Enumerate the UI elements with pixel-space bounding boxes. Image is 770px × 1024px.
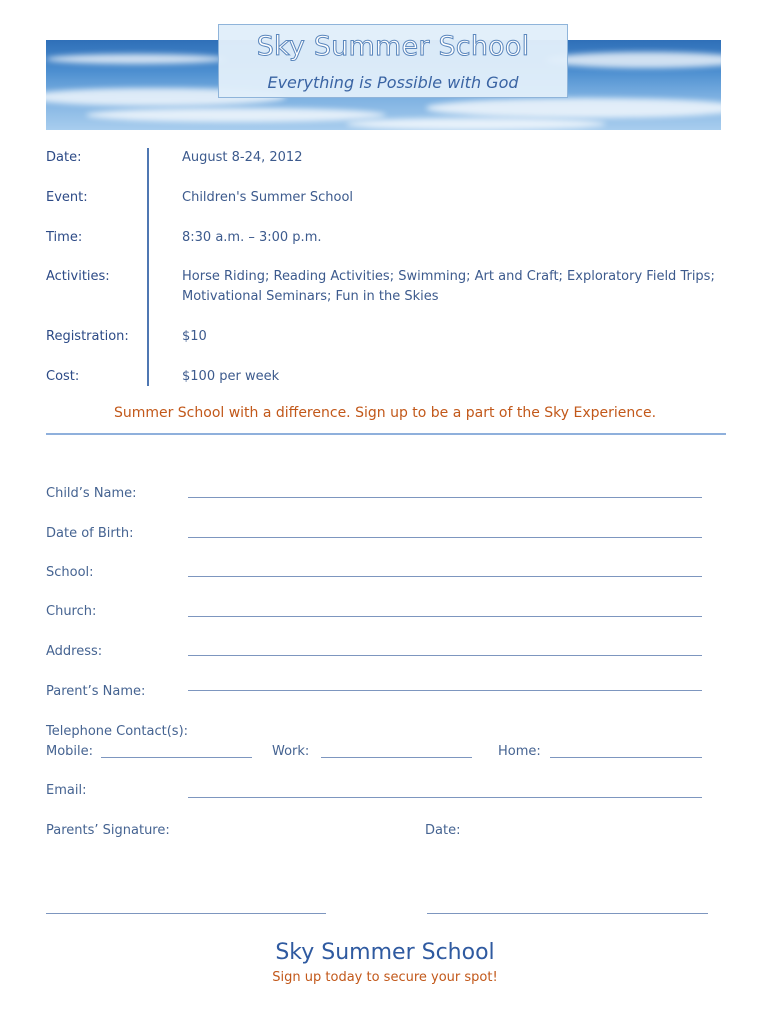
info-label-registration: Registration: xyxy=(46,329,129,344)
info-label-event: Event: xyxy=(46,190,88,205)
cloud-decoration xyxy=(546,52,721,68)
mobile-field[interactable] xyxy=(101,757,252,758)
info-value-event: Children's Summer School xyxy=(182,190,354,205)
church-field[interactable] xyxy=(188,616,702,617)
dob-field[interactable] xyxy=(188,537,702,538)
signature-field[interactable] xyxy=(46,913,326,914)
work-label: Work: xyxy=(272,744,310,759)
address-field[interactable] xyxy=(188,655,702,656)
info-value-activities-line2: Motivational Seminars; Fun in the Skies xyxy=(182,289,439,304)
email-field[interactable] xyxy=(188,797,702,798)
footer-title: Sky Summer School xyxy=(275,940,495,965)
home-label: Home: xyxy=(498,744,541,759)
info-label-cost: Cost: xyxy=(46,369,80,384)
page-subtitle: Everything is Possible with God xyxy=(267,73,519,92)
signature-date-label: Date: xyxy=(425,823,461,838)
info-label-date: Date: xyxy=(46,150,82,165)
parent-name-field[interactable] xyxy=(188,690,702,691)
email-label: Email: xyxy=(46,783,87,798)
info-value-activities: Horse Riding; Reading Activities; Swimming; Art and Craft; Exploratory Field Trips; xyxy=(182,269,715,284)
signature-date-field[interactable] xyxy=(427,913,708,914)
info-label-time: Time: xyxy=(46,230,83,245)
child-name-label: Child’s Name: xyxy=(46,486,137,501)
cloud-decoration xyxy=(346,118,606,130)
work-field[interactable] xyxy=(321,757,472,758)
section-divider xyxy=(46,433,726,435)
mobile-label: Mobile: xyxy=(46,744,94,759)
footer-subtitle: Sign up today to secure your spot! xyxy=(272,970,498,985)
parent-name-label: Parent’s Name: xyxy=(46,684,146,699)
cloud-decoration xyxy=(46,54,226,64)
school-label: School: xyxy=(46,565,94,580)
church-label: Church: xyxy=(46,604,97,619)
title-box xyxy=(218,24,568,98)
child-name-field[interactable] xyxy=(188,497,702,498)
cloud-decoration xyxy=(426,98,721,118)
home-field[interactable] xyxy=(550,757,702,758)
dob-label: Date of Birth: xyxy=(46,526,134,541)
info-value-date: August 8-24, 2012 xyxy=(182,150,303,165)
tagline: Summer School with a difference. Sign up to be a part of the Sky Experience. xyxy=(113,405,657,421)
info-divider xyxy=(147,148,149,386)
info-value-time: 8:30 a.m. – 3:00 p.m. xyxy=(182,230,322,245)
info-value-cost: $100 per week xyxy=(182,369,280,384)
page-title: Sky Summer School xyxy=(256,31,530,62)
signature-label: Parents’ Signature: xyxy=(46,823,170,838)
address-label: Address: xyxy=(46,644,103,659)
school-field[interactable] xyxy=(188,576,702,577)
info-value-registration: $10 xyxy=(182,329,207,344)
info-label-activities: Activities: xyxy=(46,269,110,284)
cloud-decoration xyxy=(86,108,386,122)
telephone-label: Telephone Contact(s): xyxy=(46,724,189,739)
